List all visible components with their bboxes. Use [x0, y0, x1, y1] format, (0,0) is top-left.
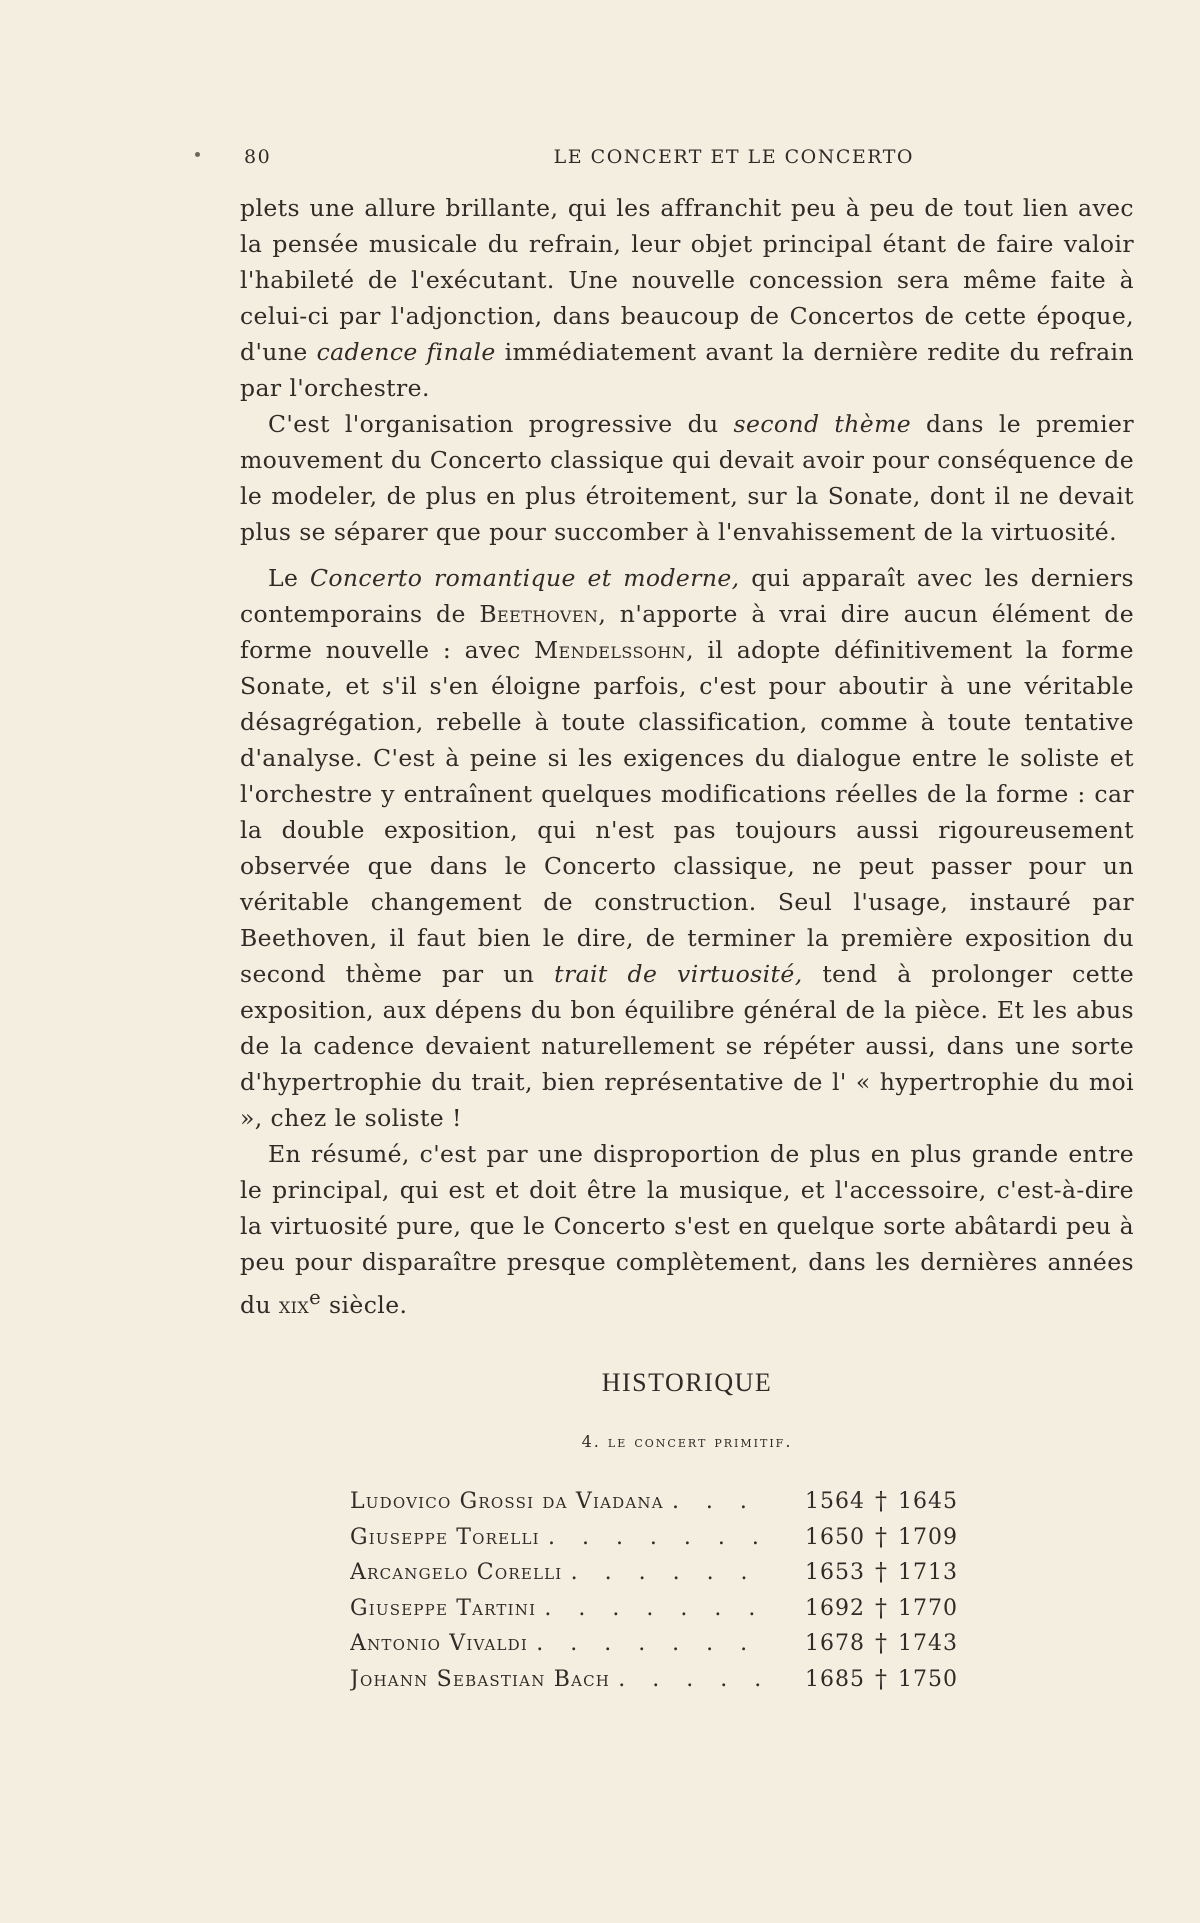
p3-beethoven: Beethoven: [479, 600, 599, 628]
p4-century: xix: [278, 1290, 310, 1319]
p1-end: immédiatement avant la dernière redite du refrain par l'orchestre.: [240, 338, 1134, 402]
paragraph-1: [240, 190, 1134, 406]
death-year: 1770: [898, 1595, 958, 1621]
p2-end: dans le premier mouvement du Concerto classique qui devait avoir pour conséquence de le modeler, de plus en plus étroitement, sur la Sonate, dont il ne devait plus se séparer que pour succomber à l'envahissement de la virtuosité.: [240, 410, 1134, 546]
composer-name: Ludovico Grossi da Viadana: [350, 1489, 664, 1514]
page-number: 80: [244, 146, 272, 168]
section-title: HISTORIQUE: [601, 1368, 773, 1397]
death-year: 1713: [898, 1560, 958, 1586]
birth-year: 1653: [805, 1560, 865, 1586]
death-year: 1645: [898, 1489, 958, 1514]
birth-year: 1692: [805, 1595, 865, 1621]
leader-dots: . . . . .: [618, 1666, 772, 1692]
p4-text: En résumé, c'est par une disproportion de plus en plus grande entre le principal, qui est et doit être la musique, et l'accessoire, c'est-à-dire la virtuosité pure, que le Concerto s'est en quelque sorte abâtardi peu à peu pour disparaître presque complètement, dans les dernières années du: [240, 1140, 1134, 1319]
death-year: 1743: [898, 1631, 958, 1657]
paragraph-2: [240, 406, 1134, 550]
p4-sup: e: [309, 1286, 322, 1309]
list-item: [350, 1662, 1030, 1698]
p3-d: tend à prolonger cette exposition, aux dépens du bon équilibre général de la pièce. Et les abus de la cadence devaient naturellement se répéter aussi, dans une sorte d'hypertrophie du trait, bien représentative de l' « hypertrophie du moi », chez le soliste !: [240, 960, 1135, 1132]
p1-italic: cadence finale: [316, 338, 496, 366]
p3-a: qui apparaît avec les derniers contemporains de: [240, 564, 1135, 628]
list-item: [350, 1555, 1030, 1591]
death-year: 1750: [898, 1666, 958, 1692]
p3-italic-2: trait de virtuosité,: [554, 960, 803, 988]
birth-year: 1685: [805, 1666, 865, 1692]
composer-list: [350, 1484, 1030, 1698]
birth-year: 1678: [805, 1631, 865, 1657]
dagger-icon: †: [875, 1487, 888, 1515]
list-item: [350, 1626, 1030, 1662]
paragraph-3: [240, 560, 1134, 1136]
dagger-icon: †: [875, 1522, 888, 1551]
composer-name: Giuseppe Tartini: [350, 1595, 537, 1621]
leader-dots: . . . . . . .: [544, 1595, 766, 1621]
subsection-title: 4. le concert primitif.: [581, 1432, 793, 1451]
p3-mendelssohn: Mendelssohn: [534, 636, 687, 664]
dagger-icon: †: [875, 1629, 888, 1658]
p2-italic: second thème: [733, 410, 912, 438]
leader-dots: . . . . . . .: [536, 1631, 758, 1657]
p1-text: plets une allure brillante, qui les affranchit peu à peu de tout lien avec la pensée musicale du refrain, leur objet principal étant de faire valoir l'habileté de l'exécutant. Une nouvelle concession sera même faite à celui-ci par l'adjonction, dans beaucoup de Concertos de cette époque, d'une: [240, 194, 1134, 366]
list-item: [350, 1520, 1030, 1556]
dagger-icon: †: [875, 1558, 888, 1587]
composer-name: Giuseppe Torelli: [350, 1524, 540, 1550]
list-item: [350, 1591, 1030, 1627]
p4-end: siècle.: [329, 1290, 408, 1319]
leader-dots: . . .: [671, 1489, 757, 1514]
birth-year: 1650: [805, 1524, 865, 1550]
p3-c: , il adopte définitivement la forme Sonate, et s'il s'en éloigne parfois, c'est pour aboutir à une véritable désagrégation, rebelle à toute classification, comme à toute tentative d'analyse. C'est à peine si les exigences du dialogue entre le soliste et l'orchestre y entraînent quelques modifications réelles de la forme : car la double exposition, qui n'est pas toujours aussi rigoureusement observée que dans le Concerto classique, ne peut passer pour un véritable changement de construction. Seul l'usage, instauré par Beethoven, il faut bien le dire, de terminer la première exposition du second thème par un: [240, 636, 1134, 988]
composer-name: Arcangelo Corelli: [350, 1560, 563, 1586]
p3-italic: Concerto romantique et moderne,: [309, 564, 740, 592]
p2-start: C'est l'organisation progressive du: [268, 410, 719, 438]
running-title: LE CONCERT ET LE CONCERTO: [553, 146, 914, 168]
composer-name: Johann Sebastian Bach: [350, 1666, 611, 1692]
death-year: 1709: [898, 1524, 958, 1550]
birth-year: 1564: [805, 1489, 865, 1514]
page-header: [244, 146, 934, 168]
margin-dot: [195, 152, 200, 157]
leader-dots: . . . . . .: [570, 1560, 758, 1586]
p3-b: , n'apporte à vrai dire aucun élément de forme nouvelle : avec: [240, 600, 1135, 664]
list-item: [350, 1484, 1030, 1520]
body-text: [240, 190, 1134, 1323]
dagger-icon: †: [875, 1664, 888, 1693]
paragraph-4: [240, 1136, 1134, 1323]
composer-name: Antonio Vivaldi: [350, 1631, 529, 1657]
dagger-icon: †: [875, 1593, 888, 1622]
p3-start: Le: [268, 564, 299, 592]
leader-dots: . . . . . . .: [547, 1524, 769, 1550]
